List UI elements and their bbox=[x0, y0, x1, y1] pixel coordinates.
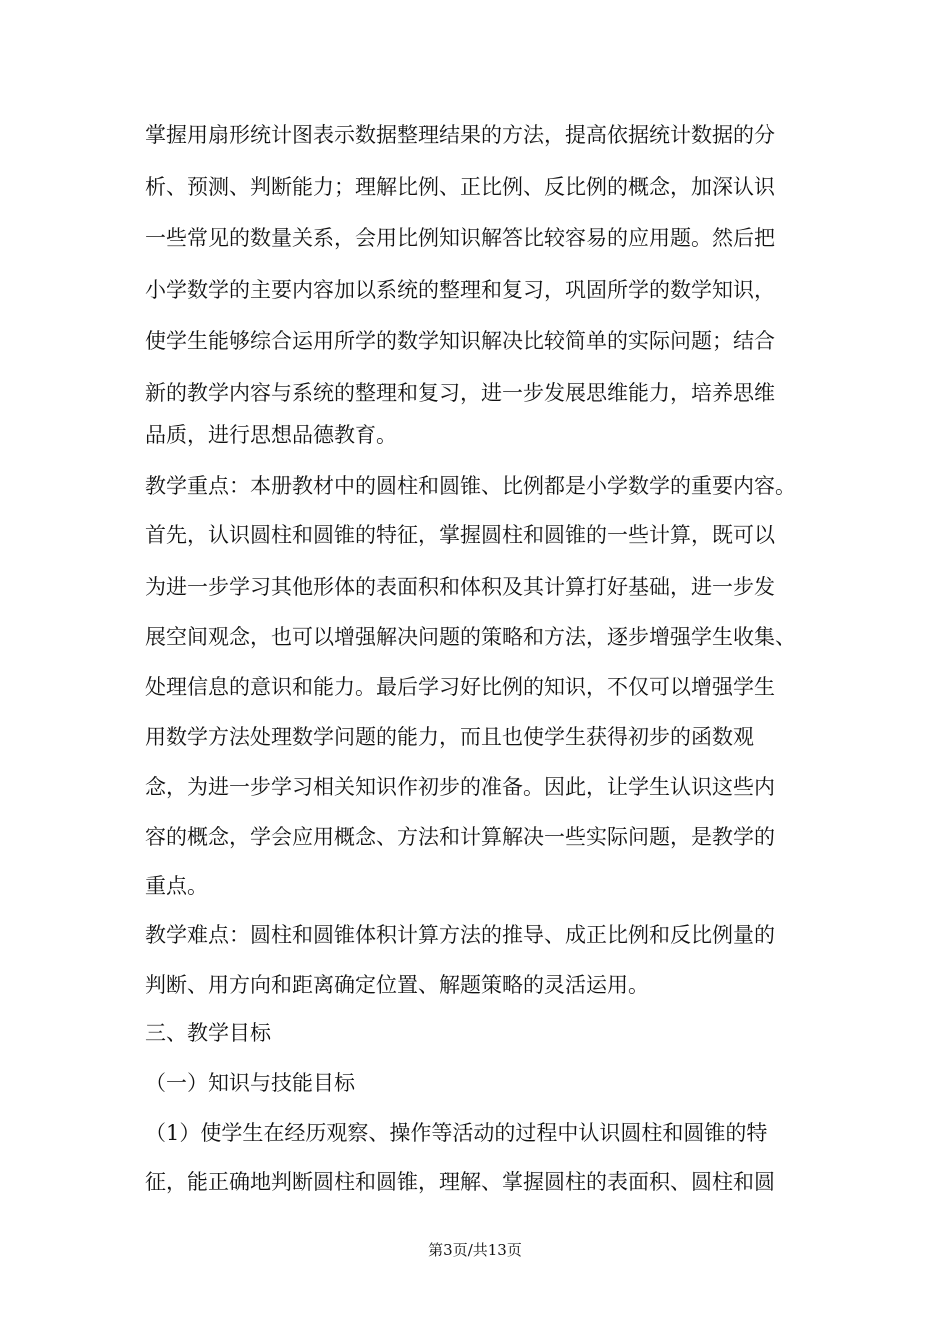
section-heading: 三、教学目标 bbox=[145, 1021, 271, 1045]
key-points-line-6: 用数学方法处理数学问题的能力，而且也使学生获得初步的函数观 bbox=[145, 725, 754, 749]
key-points-line-2: 首先，认识圆柱和圆锥的特征，掌握圆柱和圆锥的一些计算，既可以 bbox=[145, 523, 775, 547]
key-points-line-9: 重点。 bbox=[145, 874, 208, 898]
subsection-heading: （一）知识与技能目标 bbox=[145, 1071, 355, 1095]
key-points-line-3: 为进一步学习其他形体的表面积和体积及其计算打好基础，进一步发 bbox=[145, 575, 775, 599]
key-points-line-5: 处理信息的意识和能力。最后学习好比例的知识，不仅可以增强学生 bbox=[145, 675, 775, 699]
key-points-line-7: 念，为进一步学习相关知识作初步的准备。因此，让学生认识这些内 bbox=[145, 775, 775, 799]
key-points-line-8: 容的概念，学会应用概念、方法和计算解决一些实际问题，是教学的 bbox=[145, 825, 775, 849]
text-line-2: 析、预测、判断能力；理解比例、正比例、反比例的概念，加深认识 bbox=[145, 175, 775, 199]
text-line-5: 使学生能够综合运用所学的数学知识解决比较简单的实际问题；结合 bbox=[145, 329, 775, 353]
difficulties-line-1: 教学难点：圆柱和圆锥体积计算方法的推导、成正比例和反比例量的 bbox=[145, 923, 775, 947]
objective-line-2: 征，能正确地判断圆柱和圆锥，理解、掌握圆柱的表面积、圆柱和圆 bbox=[145, 1170, 775, 1194]
objective-line-1: （1）使学生在经历观察、操作等活动的过程中认识圆柱和圆锥的特 bbox=[145, 1121, 768, 1145]
text-line-3: 一些常见的数量关系，会用比例知识解答比较容易的应用题。然后把 bbox=[145, 226, 775, 250]
difficulties-line-2: 判断、用方向和距离确定位置、解题策略的灵活运用。 bbox=[145, 973, 649, 997]
key-points-line-1: 教学重点：本册教材中的圆柱和圆锥、比例都是小学数学的重要内容。 bbox=[145, 474, 796, 498]
text-line-4: 小学数学的主要内容加以系统的整理和复习，巩固所学的数学知识， bbox=[145, 278, 775, 302]
text-line-6: 新的教学内容与系统的整理和复习，进一步发展思维能力，培养思维 bbox=[145, 381, 775, 405]
key-points-line-4: 展空间观念，也可以增强解决问题的策略和方法，逐步增强学生收集、 bbox=[145, 625, 796, 649]
text-line-7: 品质，进行思想品德教育。 bbox=[145, 423, 397, 447]
text-line-1: 掌握用扇形统计图表示数据整理结果的方法，提高依据统计数据的分 bbox=[145, 123, 775, 147]
page-footer: 第3页/共13页 bbox=[428, 1241, 522, 1259]
